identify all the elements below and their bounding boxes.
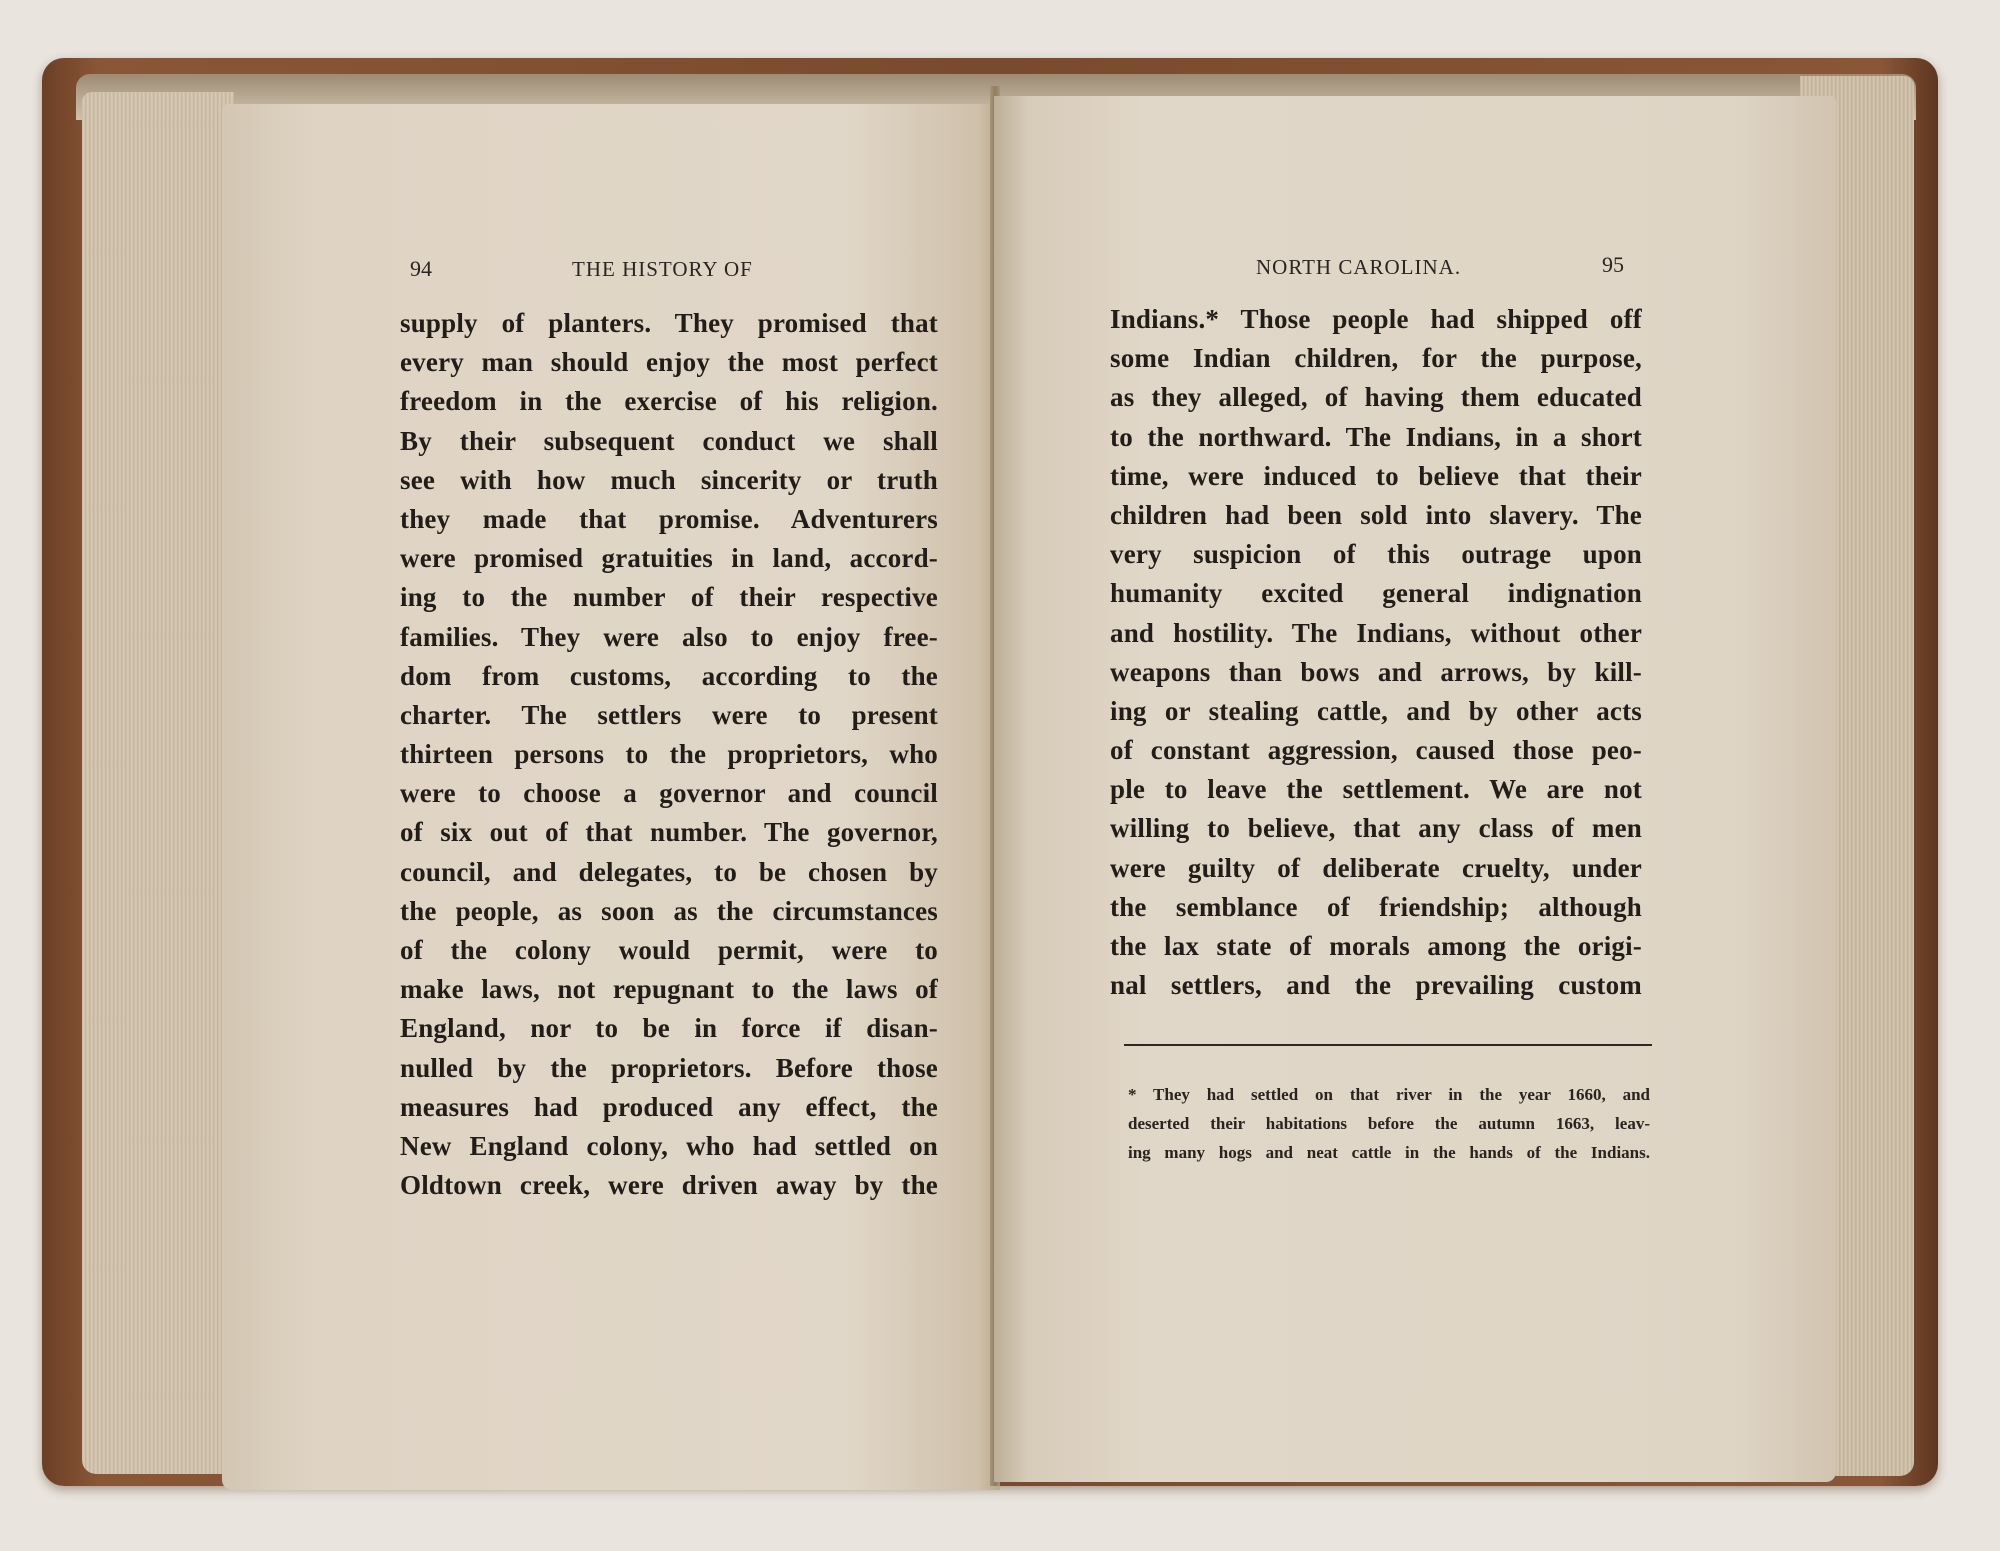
text-line: of constant aggression, caused those peo- (1110, 735, 1642, 766)
text-line: thirteen persons to the proprietors, who (400, 739, 938, 770)
text-line: the semblance of friendship; although (1110, 891, 1642, 922)
text-line: council, and delegates, to be chosen by (400, 856, 938, 887)
text-line: families. They were also to enjoy free- (400, 621, 938, 652)
text-line: to the northward. The Indians, in a short (1110, 421, 1642, 452)
footnote-line: ing many hogs and neat cattle in the hands of the Indians. (1128, 1143, 1650, 1162)
footnote (1128, 1080, 1650, 1167)
text-line: the people, as soon as the circumstances (400, 895, 938, 926)
text-line: children had been sold into slavery. The (1110, 499, 1642, 530)
text-line: ing to the number of their respective (400, 582, 938, 613)
text-line: Indians.* Those people had shipped off (1110, 304, 1642, 334)
page-block-left-edge (82, 92, 234, 1474)
text-line: humanity excited general indignation (1110, 578, 1642, 609)
text-line: every man should enjoy the most perfect (400, 347, 938, 378)
text-line: ing or stealing cattle, and by other acts (1110, 695, 1642, 726)
running-head: NORTH CAROLINA. (1256, 255, 1462, 279)
text-line: dom from customs, according to the (400, 660, 938, 691)
text-line: of six out of that number. The governor, (400, 817, 938, 848)
text-line: the lax state of morals among the origi- (1110, 931, 1642, 961)
text-line: ple to leave the settlement. We are not (1110, 774, 1642, 805)
footnote-rule (1124, 1044, 1652, 1046)
text-line: nal settlers, and the prevailing custom (1110, 970, 1642, 1001)
text-line: willing to believe, that any class of men (1110, 813, 1642, 844)
text-line: were promised gratuities in land, accord- (400, 543, 938, 574)
left-page (222, 104, 1000, 1490)
footnote-line: * They had settled on that river in the year 1660, and (1128, 1085, 1650, 1104)
text-line: Oldtown creek, were driven away by the (400, 1170, 938, 1201)
text-line: make laws, not repugnant to the laws of (400, 974, 938, 1005)
text-line: supply of planters. They promised that (400, 308, 938, 338)
running-head: THE HISTORY OF (572, 257, 753, 281)
text-line: of the colony would permit, were to (400, 935, 938, 965)
text-line: were to choose a governor and council (400, 778, 938, 809)
text-line: England, nor to be in force if disan- (400, 1013, 938, 1044)
page-number: 94 (410, 256, 432, 281)
text-line: were guilty of deliberate cruelty, under (1110, 852, 1642, 883)
page-number: 95 (1602, 252, 1624, 277)
right-page (994, 96, 1836, 1482)
footnote-line: deserted their habitations before the autumn 1663, leav- (1128, 1114, 1650, 1133)
text-line: charter. The settlers were to present (400, 699, 938, 730)
text-line: and hostility. The Indians, without other (1110, 617, 1642, 648)
body-text (1110, 300, 1642, 1005)
text-line: some Indian children, for the purpose, (1110, 343, 1642, 374)
text-line: weapons than bows and arrows, by kill- (1110, 656, 1642, 687)
text-line: measures had produced any effect, the (400, 1091, 938, 1122)
text-line: they made that promise. Adventurers (400, 503, 938, 534)
body-text (400, 304, 938, 1205)
text-line: see with how much sincerity or truth (400, 464, 938, 495)
text-line: freedom in the exercise of his religion. (400, 386, 938, 417)
text-line: time, were induced to believe that their (1110, 460, 1642, 491)
text-line: New England colony, who had settled on (400, 1130, 938, 1161)
text-line: nulled by the proprietors. Before those (400, 1052, 938, 1083)
text-line: very suspicion of this outrage upon (1110, 539, 1642, 570)
text-line: as they alleged, of having them educated (1110, 382, 1642, 413)
text-line: By their subsequent conduct we shall (400, 425, 938, 456)
